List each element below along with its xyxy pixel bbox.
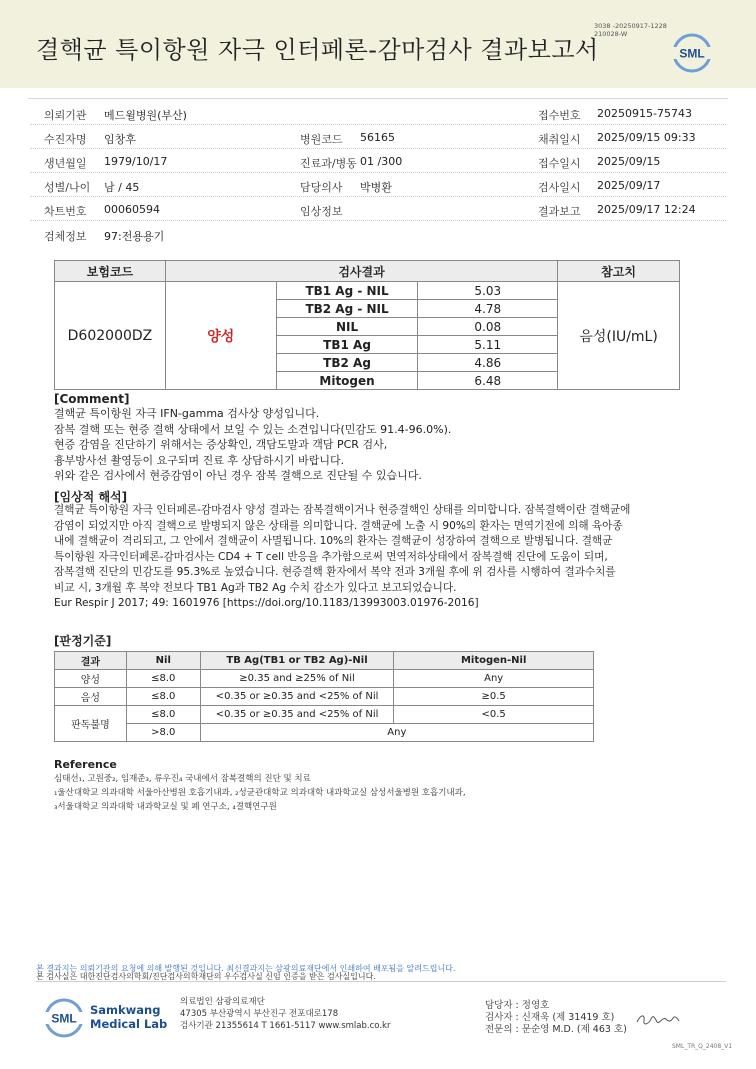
criteria-header-mitogen: Mitogen-Nil xyxy=(394,652,594,670)
signatory-line: 전문의 : 문순영 M.D. (제 463 호) xyxy=(485,1024,627,1035)
criteria-mitogen: <0.5 xyxy=(394,706,594,724)
reference-line: ₁울산대학교 의과대학 서울아산병원 호흡기내과, ₂성균관대학교 의과대학 내과학교실 삼성서울병원 호흡기내과, xyxy=(54,788,466,798)
criteria-tb: ≥0.35 and ≥25% of Nil xyxy=(200,670,394,688)
header-divider xyxy=(28,98,728,99)
sex-age-label: 성별/나이 xyxy=(44,181,91,194)
test-value: 0.08 xyxy=(418,318,558,336)
criteria-header-result: 결과 xyxy=(55,652,127,670)
result-table-header xyxy=(55,261,680,282)
doctor-label: 담당의사 xyxy=(300,181,343,194)
dept-value: 01 /300 xyxy=(360,155,403,168)
info-divider xyxy=(30,172,726,173)
interpretation-line: 감염이 되었지만 아직 결핵으로 발병되지 않은 상태를 의미합니다. 결핵균에 노출 시 90%의 환자는 면역기전에 의해 육아종 xyxy=(54,519,623,532)
patient-value: 임창후 xyxy=(104,133,136,146)
comment-line: 잠복 결핵 또는 현증 결핵 상태에서 보일 수 있는 소견입니다(민감도 91.4-96.0%). xyxy=(54,422,452,436)
criteria-tb: <0.35 or ≥0.35 and <25% of Nil xyxy=(200,688,394,706)
sml-logo-text: SML xyxy=(679,46,705,61)
header-insurance-code: 보험코드 xyxy=(55,261,166,282)
footer-address-line: 의료법인 삼광의료재단 xyxy=(180,997,265,1007)
footer-address xyxy=(180,996,390,1032)
reference-line: 심태선₁, 고원중₂, 임재준₃, 류우진₄ 국내에서 잠복결핵의 진단 및 치료 xyxy=(54,774,311,784)
reference-line: ₃서울대학교 의과대학 내과학교실 및 폐 연구소, ₄결핵연구원 xyxy=(54,802,277,812)
test-name: Mitogen xyxy=(276,372,418,390)
receipt-no-value: 20250915-75743 xyxy=(597,107,692,120)
interpretation-line: 비교 시, 3개월 후 복약 전보다 TB1 Ag과 TB2 Ag 수치 감소가 있다고 보고되었습니다. xyxy=(54,581,457,594)
specimen-label: 검체정보 xyxy=(44,230,87,243)
reference-title: Reference xyxy=(54,758,117,771)
table-row xyxy=(55,724,594,742)
criteria-table xyxy=(54,651,594,742)
info-divider xyxy=(30,196,726,197)
comment-line: 결핵균 특이항원 자극 IFN-gamma 검사상 양성입니다. xyxy=(54,407,320,420)
comment-line: 위와 같은 검사에서 현증감염이 아닌 경우 잠복 결핵으로 진단될 수 있습니다. xyxy=(54,469,422,482)
signatory-line: 담당자 : 정영호 xyxy=(485,1000,550,1011)
criteria-mitogen: ≥0.5 xyxy=(394,688,594,706)
footer-note-dark: 본 검사실은 대한진단검사의학회/진단검사의학재단의 우수검사실 신임 인증을 받은 검사실입니다. xyxy=(36,972,376,981)
collection-label: 채취일시 xyxy=(538,133,581,146)
interpretation-line: 잠복결핵 진단의 민감도를 95.3%로 높였습니다. 현증결핵 환자에서 복약 전과 3개월 후에 위 검사를 시행하여 결과수치를 xyxy=(54,566,616,578)
test-value: 4.78 xyxy=(418,300,558,318)
test-name: TB1 Ag - NIL xyxy=(276,282,418,300)
criteria-title: [판정기준] xyxy=(54,634,112,648)
criteria-nil: ≤8.0 xyxy=(126,706,200,724)
footer-address-line: 47305 부산광역시 부산진구 전포대로178 xyxy=(180,1009,339,1019)
sex-age-value: 남 / 45 xyxy=(104,181,140,194)
sml-footer-logo-icon xyxy=(44,998,84,1038)
table-row xyxy=(55,282,680,300)
institution-label: 의뢰기관 xyxy=(44,109,87,122)
interpretation-line: 특이항원 자극인터페론-감마검사는 CD4 + T cell 반응을 추가함으로써 면역저하상태에서 잠복결핵 진단에 도움이 되며, xyxy=(54,550,608,563)
document-code-line2: 210028-W xyxy=(594,30,628,38)
sml-footer-logo-text: SML xyxy=(51,1011,77,1026)
institution-value: 메드윌병원(부산) xyxy=(104,109,187,122)
table-row xyxy=(55,706,594,724)
footer-brand-line1: Samkwang xyxy=(90,1003,161,1017)
criteria-header xyxy=(55,652,594,670)
receipt-no-label: 접수번호 xyxy=(538,109,581,122)
interpretation-line: Eur Respir J 2017; 49: 1601976 [https://doi.org/10.1183/13993003.01976-2016] xyxy=(54,597,479,609)
patient-label: 수진자명 xyxy=(44,133,87,146)
report-value: 2025/09/17 12:24 xyxy=(597,203,696,216)
info-divider xyxy=(30,124,726,125)
interpretation-line: 내에 결핵균이 격리되고, 그 안에서 결핵균이 사멸됩니다. 10%의 환자는 결핵균이 성장하여 결핵으로 발병됩니다. 결핵균 xyxy=(54,535,613,547)
footer-note-blue: 본 결과지는 의뢰기관의 요청에 의해 발행된 것입니다. 최신결과지는 삼광의료재단에서 인쇄하여 배포됨을 알려드립니다. xyxy=(36,964,456,973)
criteria-header-nil: Nil xyxy=(126,652,200,670)
criteria-nil: ≤8.0 xyxy=(126,670,200,688)
signature-icon xyxy=(635,1010,681,1028)
chart-value: 00060594 xyxy=(104,203,160,216)
signatory-line: 검사자 : 신재욱 (제 31419 호) xyxy=(485,1012,615,1023)
hospital-code-value: 56165 xyxy=(360,131,395,144)
test-value: 6.48 xyxy=(418,372,558,390)
dept-label: 진료과/병동 xyxy=(300,157,357,170)
footer-signatories xyxy=(485,1000,627,1036)
footer-brand-line2: Medical Lab xyxy=(90,1017,168,1031)
test-value: 4.86 xyxy=(418,354,558,372)
test-value: 5.11 xyxy=(418,336,558,354)
header-result: 검사결과 xyxy=(165,261,557,282)
criteria-label: 판독불명 xyxy=(55,706,127,742)
document-code xyxy=(594,22,667,38)
birth-value: 1979/10/17 xyxy=(104,155,168,168)
interpretation-badge: 양성 xyxy=(165,282,276,390)
footer-brand xyxy=(90,1003,167,1031)
table-row xyxy=(55,688,594,706)
criteria-any: Any xyxy=(200,724,593,742)
hospital-code-label: 병원코드 xyxy=(300,133,343,146)
comment-line: 현증 감염을 진단하기 위해서는 증상확인, 객담도말과 객담 PCR 검사, xyxy=(54,438,388,451)
reference-value: 음성(IU/mL) xyxy=(558,282,680,390)
criteria-header-tb: TB Ag(TB1 or TB2 Ag)-Nil xyxy=(200,652,394,670)
receipt-date-value: 2025/09/15 xyxy=(597,155,661,168)
header-reference: 참고치 xyxy=(558,261,680,282)
test-name: TB2 Ag - NIL xyxy=(276,300,418,318)
info-divider xyxy=(30,220,726,221)
interpretation-title: [임상적 해석] xyxy=(54,490,128,504)
interpretation-body xyxy=(54,503,630,612)
test-date-value: 2025/09/17 xyxy=(597,179,661,192)
footer-divider xyxy=(36,981,726,982)
collection-value: 2025/09/15 09:33 xyxy=(597,131,696,144)
test-name: TB2 Ag xyxy=(276,354,418,372)
criteria-mitogen: Any xyxy=(394,670,594,688)
comment-line: 흉부방사선 촬영등이 요구되며 진료 후 상담하시기 바랍니다. xyxy=(54,453,345,467)
comment-title: [Comment] xyxy=(54,392,130,406)
criteria-tb: <0.35 or ≥0.35 and <25% of Nil xyxy=(200,706,394,724)
criteria-label: 음성 xyxy=(55,688,127,706)
sml-logo-icon xyxy=(672,33,712,73)
test-name: TB1 Ag xyxy=(276,336,418,354)
comment-body xyxy=(54,406,451,484)
receipt-date-label: 접수일시 xyxy=(538,157,581,170)
insurance-code: D602000DZ xyxy=(55,282,166,390)
criteria-label: 양성 xyxy=(55,670,127,688)
interpretation-line: 결핵균 특이항원 자극 인터페론-감마검사 양성 결과는 잠복결핵이거나 현증결핵인 상태를 의미합니다. 잠복결핵이란 결핵균에 xyxy=(54,504,631,516)
doctor-value: 박병환 xyxy=(360,181,392,194)
table-row xyxy=(55,670,594,688)
clinical-label: 임상정보 xyxy=(300,205,343,218)
document-code-line1: 3038 -20250917-1228 xyxy=(594,22,667,30)
page-title: 결핵균 특이항원 자극 인터페론-감마검사 결과보고서 xyxy=(36,36,599,64)
criteria-nil: ≤8.0 xyxy=(126,688,200,706)
result-table xyxy=(54,260,680,390)
test-value: 5.03 xyxy=(418,282,558,300)
specimen-value: 97:전용용기 xyxy=(104,230,165,243)
info-divider xyxy=(30,148,726,149)
report-label: 결과보고 xyxy=(538,205,581,218)
test-name: NIL xyxy=(276,318,418,336)
chart-label: 차트번호 xyxy=(44,205,87,218)
footer-address-line: 검사기관 21355614 T 1661-5117 www.smlab.co.kr xyxy=(180,1021,391,1031)
test-date-label: 검사일시 xyxy=(538,181,581,194)
criteria-nil: >8.0 xyxy=(126,724,200,742)
birth-label: 생년월일 xyxy=(44,157,87,170)
form-code: SML_TR_Q_2408_V1 xyxy=(672,1043,733,1050)
